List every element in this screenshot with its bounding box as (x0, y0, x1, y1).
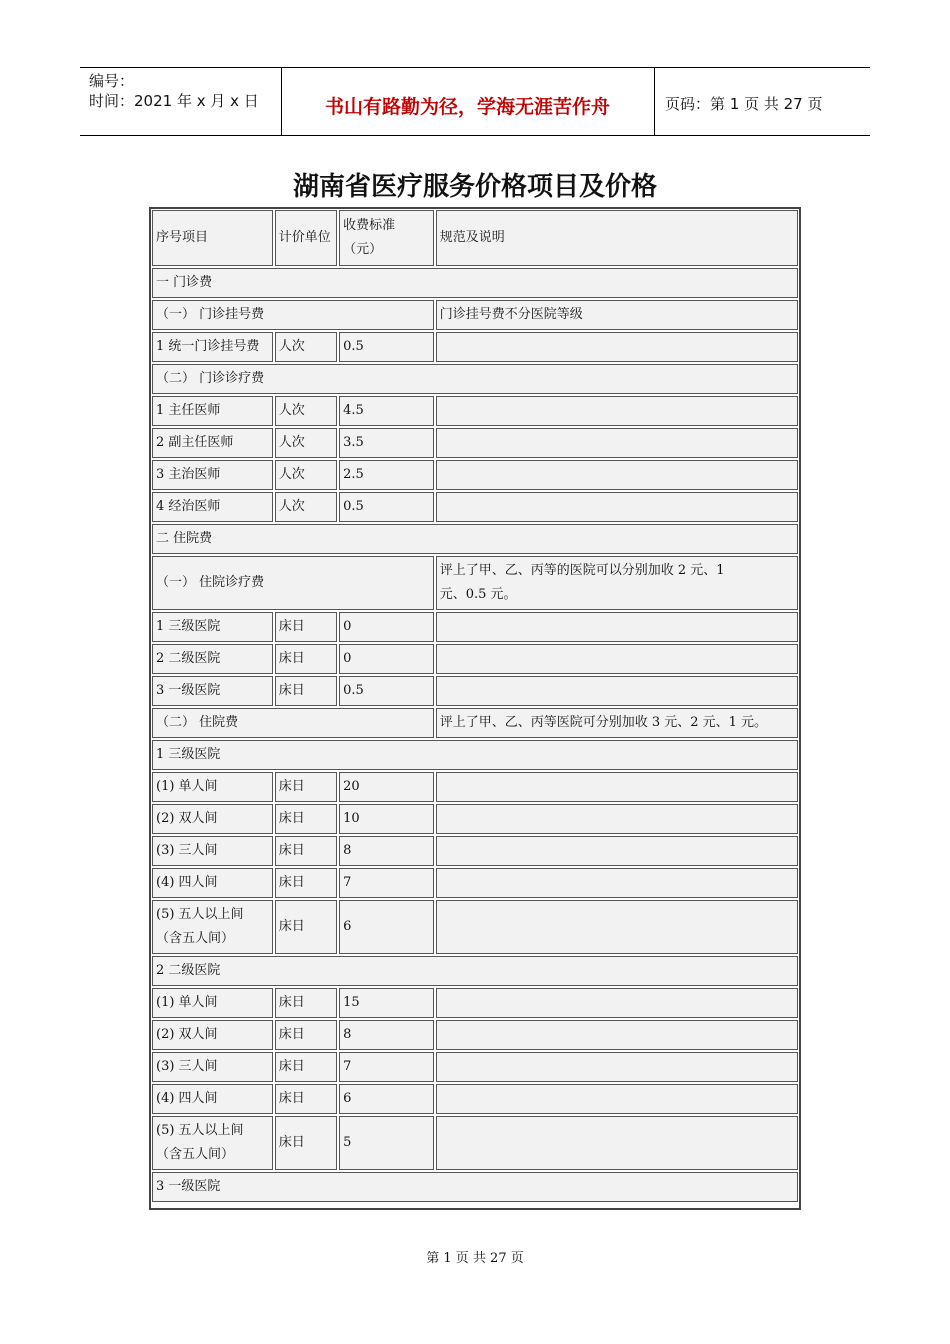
page-footer: 第 1 页 共 27 页 (426, 1251, 524, 1266)
table-cell: 床日 (275, 1052, 337, 1082)
table-cell: 4 经治医师 (152, 492, 273, 522)
table-header-row (152, 210, 798, 266)
table-cell: 人次 (275, 396, 337, 426)
table-cell: 二 住院费 (152, 524, 798, 554)
table-cell: 床日 (275, 676, 337, 706)
table-cell: (1) 单人间 (152, 988, 273, 1018)
table-cell: 1 主任医师 (152, 396, 273, 426)
table-cell: 4.5 (339, 396, 434, 426)
section-row (152, 268, 798, 298)
section-row (152, 524, 798, 554)
table-row (152, 428, 798, 458)
table-cell: 床日 (275, 804, 337, 834)
table-cell (436, 900, 798, 954)
group-row (152, 956, 798, 986)
subsection-row (152, 556, 798, 610)
table-cell (436, 492, 798, 522)
table-cell (436, 644, 798, 674)
time-label: 时间：2021 年 x 月 x 日 (89, 92, 259, 110)
table-cell: (4) 四人间 (152, 868, 273, 898)
table-row (152, 900, 798, 954)
table-cell (436, 836, 798, 866)
table-row (152, 676, 798, 706)
table-cell: 2 二级医院 (152, 956, 798, 986)
table-cell (436, 1052, 798, 1082)
col-header-item: 序号项目 (152, 210, 273, 266)
table-cell (436, 332, 798, 362)
table-cell: 5 (339, 1116, 434, 1170)
table-cell: 1 三级医院 (152, 740, 798, 770)
table-cell: (1) 单人间 (152, 772, 273, 802)
table-row (152, 1052, 798, 1082)
table-cell (436, 676, 798, 706)
table-cell: 7 (339, 868, 434, 898)
table-cell (436, 612, 798, 642)
table-cell: 1 统一门诊挂号费 (152, 332, 273, 362)
table-cell: 8 (339, 836, 434, 866)
col-header-fee: 收费标准 （元） (339, 210, 434, 266)
table-cell: (2) 双人间 (152, 804, 273, 834)
table-cell: 一 门诊费 (152, 268, 798, 298)
table-cell: 1 三级医院 (152, 612, 273, 642)
table-cell: 20 (339, 772, 434, 802)
table-row (152, 644, 798, 674)
table-cell (436, 1084, 798, 1114)
group-row (152, 1172, 798, 1202)
table-cell: (3) 三人间 (152, 1052, 273, 1082)
group-row (152, 740, 798, 770)
table-cell: 人次 (275, 428, 337, 458)
table-cell: 评上了甲、乙、丙等的医院可以分别加收 2 元、1 元、0.5 元。 (436, 556, 798, 610)
table-cell: 人次 (275, 332, 337, 362)
table-row (152, 1084, 798, 1114)
col-header-note: 规范及说明 (436, 210, 798, 266)
subsection-row (152, 300, 798, 330)
table-row (152, 492, 798, 522)
table-cell: 3 一级医院 (152, 1172, 798, 1202)
col-header-unit: 计价单位 (275, 210, 337, 266)
table-row (152, 396, 798, 426)
table-cell: （二） 住院费 (152, 708, 434, 738)
table-row (152, 804, 798, 834)
table-cell: 0 (339, 612, 434, 642)
table-cell: 0.5 (339, 332, 434, 362)
table-row (152, 1116, 798, 1170)
table-cell (436, 868, 798, 898)
table-cell: 2 二级医院 (152, 644, 273, 674)
table-cell: 床日 (275, 1116, 337, 1170)
table-cell: (5) 五人以上间 （含五人间） (152, 900, 273, 954)
table-cell: （一） 住院诊疗费 (152, 556, 434, 610)
table-row (152, 836, 798, 866)
table-cell (436, 1020, 798, 1050)
table-cell: 10 (339, 804, 434, 834)
table-cell (436, 772, 798, 802)
header-divider (654, 67, 655, 136)
table-cell: 评上了甲、乙、丙等医院可分别加收 3 元、2 元、1 元。 (436, 708, 798, 738)
table-cell: 床日 (275, 1084, 337, 1114)
header-meta (89, 71, 259, 111)
table-row (152, 332, 798, 362)
subsection-row (152, 364, 798, 394)
table-cell: (3) 三人间 (152, 836, 273, 866)
table-cell (436, 988, 798, 1018)
header-motto: 书山有路勤为径，学海无涯苦作舟 (324, 96, 610, 118)
table-cell: 8 (339, 1020, 434, 1050)
table-cell: （一） 门诊挂号费 (152, 300, 434, 330)
number-label: 编号： (89, 72, 135, 90)
page-info: 页码：第 1 页 共 27 页 (665, 95, 823, 113)
table-row (152, 868, 798, 898)
table-row (152, 988, 798, 1018)
table-cell: 床日 (275, 836, 337, 866)
table-cell (436, 428, 798, 458)
table-cell (436, 804, 798, 834)
table-cell (436, 460, 798, 490)
table-row (152, 1020, 798, 1050)
page-title: 湖南省医疗服务价格项目及价格 (292, 172, 657, 202)
table-cell: 0.5 (339, 676, 434, 706)
table-cell: 人次 (275, 492, 337, 522)
table-cell: 15 (339, 988, 434, 1018)
table-cell: 床日 (275, 1020, 337, 1050)
table-cell: 床日 (275, 868, 337, 898)
table-cell: 7 (339, 1052, 434, 1082)
table-cell (436, 1116, 798, 1170)
table-cell: (4) 四人间 (152, 1084, 273, 1114)
table-cell: 人次 (275, 460, 337, 490)
table-cell: 0.5 (339, 492, 434, 522)
table-cell: （二） 门诊诊疗费 (152, 364, 798, 394)
table-cell: 床日 (275, 772, 337, 802)
table-cell: 3.5 (339, 428, 434, 458)
table-cell: 床日 (275, 644, 337, 674)
table-row (152, 772, 798, 802)
price-table (150, 208, 800, 1204)
table-cell: 6 (339, 900, 434, 954)
header-bottom-rule (80, 135, 870, 136)
table-cell: 门诊挂号费不分医院等级 (436, 300, 798, 330)
table-cell: (5) 五人以上间 （含五人间） (152, 1116, 273, 1170)
table-cell: 床日 (275, 900, 337, 954)
table-row (152, 612, 798, 642)
table-cell: 2 副主任医师 (152, 428, 273, 458)
table-cell: 0 (339, 644, 434, 674)
table-cell: 2.5 (339, 460, 434, 490)
subsection-row (152, 708, 798, 738)
table-cell: 3 主治医师 (152, 460, 273, 490)
table-cell: 3 一级医院 (152, 676, 273, 706)
table-cell: 床日 (275, 988, 337, 1018)
table-cell: 床日 (275, 612, 337, 642)
table-row (152, 460, 798, 490)
table-cell: (2) 双人间 (152, 1020, 273, 1050)
table-cell (436, 396, 798, 426)
header-top-rule (80, 67, 870, 68)
table-cell: 6 (339, 1084, 434, 1114)
